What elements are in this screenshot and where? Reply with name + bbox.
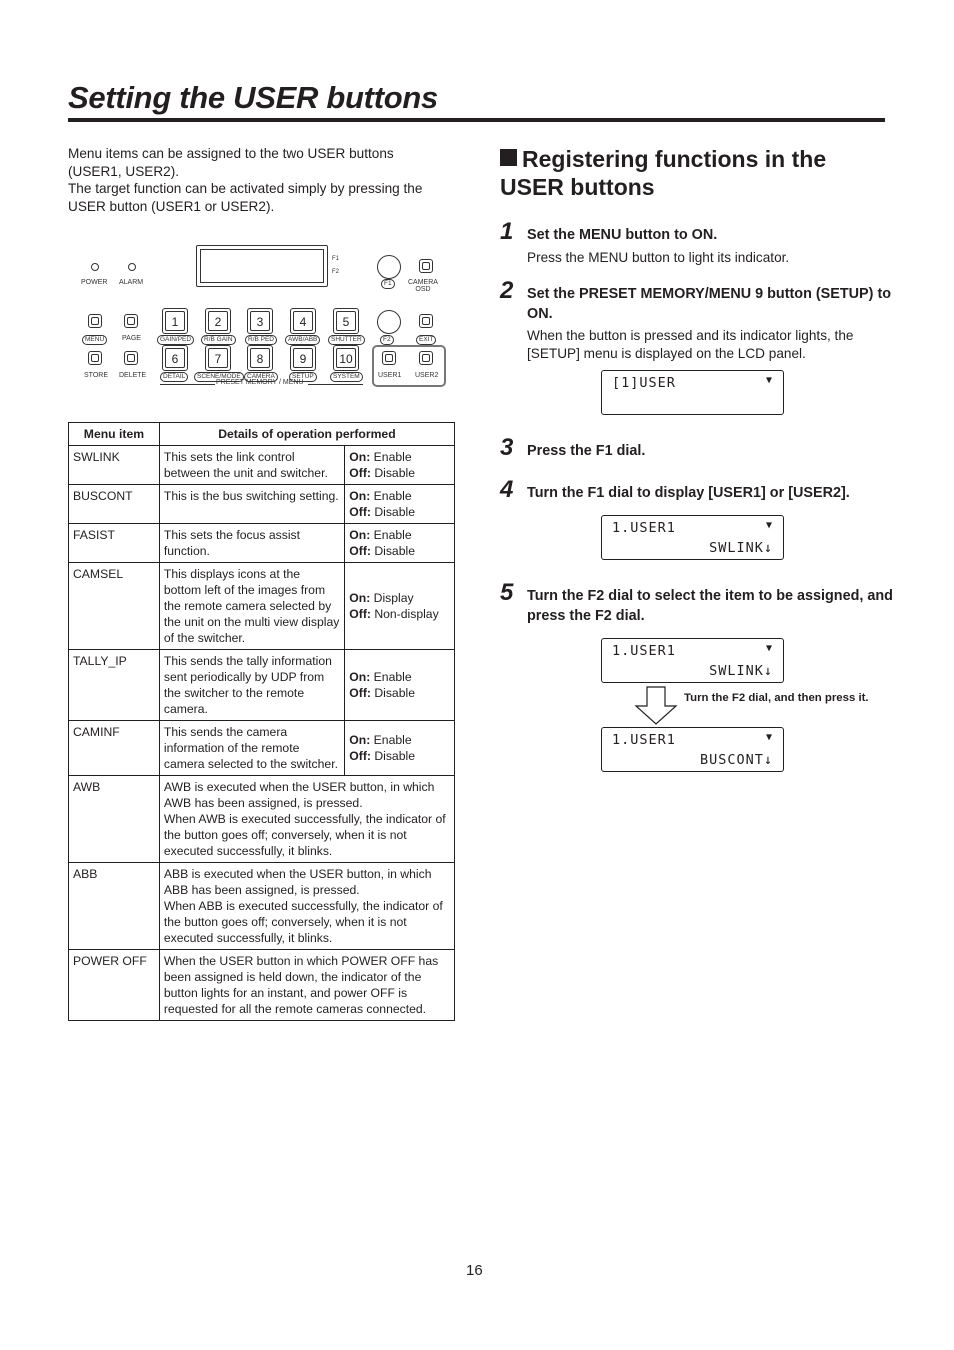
table-row bbox=[69, 863, 455, 950]
exit-label: EXIT bbox=[416, 335, 436, 345]
gain-ped-label: GAIN/PED bbox=[157, 335, 194, 345]
step-number-5: 5 bbox=[500, 579, 514, 606]
detail-cell: This sends the camera information of the remote camera selected to the switcher. bbox=[159, 721, 344, 776]
onoff-cell: On: Display Off: Non-display bbox=[345, 563, 455, 650]
lcd-display-buscont: 1.USER1 ▼ BUSCONT↓ bbox=[601, 727, 784, 772]
step-text-1: Press the MENU button to light its indicator. bbox=[527, 250, 790, 265]
shutter-label: SHUTTER bbox=[328, 335, 365, 345]
table-row bbox=[69, 446, 455, 485]
exit-button[interactable] bbox=[419, 314, 433, 328]
detail-cell: When the USER button in which POWER OFF has been assigned is held down, the indicator of the button lights for an instant, and power OFF is requested for all the remote cameras connected. bbox=[159, 950, 454, 1021]
preset-caption-rule-left bbox=[160, 384, 215, 385]
onoff-cell: On: Enable Off: Disable bbox=[345, 446, 455, 485]
lcd-f1-mark: F1 bbox=[332, 256, 340, 262]
step-title-2: Set the PRESET MEMORY/MENU 9 button (SETUP) to ON. bbox=[527, 286, 892, 322]
rb-gain-label: R/B GAIN bbox=[201, 335, 236, 345]
preset-button-9[interactable]: 9 bbox=[290, 345, 316, 371]
preset-button-7[interactable]: 7 bbox=[205, 345, 231, 371]
lcd-display-swlink: 1.USER1 ▼ SWLINK↓ bbox=[601, 638, 784, 683]
menu-item-cell: ABB bbox=[69, 863, 160, 950]
lcd-f2-mark: F2 bbox=[332, 269, 340, 275]
intro-line-3: The target function can be activated simply by pressing the bbox=[68, 181, 423, 196]
detail-cell: This is the bus switching setting. bbox=[159, 485, 344, 524]
rb-ped-label: R/B PED bbox=[245, 335, 277, 345]
power-label: POWER bbox=[81, 279, 108, 286]
square-bullet-icon bbox=[500, 149, 517, 166]
setup-label: SETUP bbox=[289, 372, 317, 382]
step-number-1: 1 bbox=[500, 218, 514, 245]
preset-button-8[interactable]: 8 bbox=[247, 345, 273, 371]
onoff-cell: On: Enable Off: Disable bbox=[345, 650, 455, 721]
detail-label: DETAIL bbox=[160, 372, 188, 382]
step-text-2: When the button is pressed and its indicator lights, the [SETUP] menu is displayed on the LCD panel. bbox=[527, 328, 854, 361]
camera-osd-button[interactable] bbox=[419, 259, 433, 273]
table-row bbox=[69, 524, 455, 563]
preset-button-3[interactable]: 3 bbox=[247, 308, 273, 334]
down-triangle-icon: ▼ bbox=[765, 643, 773, 654]
table-row bbox=[69, 776, 455, 863]
intro-line-1: Menu items can be assigned to the two USER buttons bbox=[68, 146, 394, 161]
scene-mode-label: SCENE/MODE bbox=[194, 372, 244, 382]
menu-item-cell: CAMSEL bbox=[69, 563, 160, 650]
delete-label: DELETE bbox=[119, 372, 147, 379]
detail-cell: This displays icons at the bottom left of the images from the remote camera selected by the unit on the multi view display of the switcher. bbox=[159, 563, 344, 650]
menu-button[interactable] bbox=[88, 314, 102, 328]
user2-label: USER2 bbox=[415, 372, 439, 379]
table-row bbox=[69, 485, 455, 524]
menu-label: MENU bbox=[82, 335, 107, 345]
preset-button-6[interactable]: 6 bbox=[162, 345, 188, 371]
detail-cell: This sets the link control between the unit and switcher. bbox=[159, 446, 344, 485]
preset-caption-rule-right bbox=[308, 384, 363, 385]
step-title-5: Turn the F2 dial to select the item to be assigned, and press the F2 dial. bbox=[527, 588, 893, 624]
down-triangle-icon: ▼ bbox=[765, 520, 773, 531]
table-row bbox=[69, 950, 455, 1021]
menu-item-cell: AWB bbox=[69, 776, 160, 863]
step-title-1: Set the MENU button to ON. bbox=[527, 227, 718, 243]
page-title: Setting the USER buttons bbox=[68, 80, 438, 115]
user2-button[interactable] bbox=[419, 351, 433, 365]
table-header-row bbox=[69, 423, 455, 446]
table-row bbox=[69, 563, 455, 650]
menu-item-cell: TALLY_IP bbox=[69, 650, 160, 721]
table-row bbox=[69, 650, 455, 721]
lcd-panel bbox=[196, 245, 328, 287]
store-label: STORE bbox=[84, 372, 108, 379]
user1-button[interactable] bbox=[382, 351, 396, 365]
lcd-display-user1: 1.USER1 ▼ SWLINK↓ bbox=[601, 515, 784, 560]
page-number: 16 bbox=[466, 1262, 483, 1279]
onoff-cell: On: Enable Off: Disable bbox=[345, 485, 455, 524]
f2-label: F2 bbox=[380, 335, 394, 345]
alarm-led bbox=[128, 263, 136, 271]
menu-item-cell: FASIST bbox=[69, 524, 160, 563]
menu-item-cell: SWLINK bbox=[69, 446, 160, 485]
down-triangle-icon: ▼ bbox=[765, 375, 773, 386]
preset-button-5[interactable]: 5 bbox=[333, 308, 359, 334]
title-rule bbox=[68, 118, 885, 122]
preset-caption: PRESET MEMORY / MENU bbox=[216, 379, 304, 386]
step-number-4: 4 bbox=[500, 476, 514, 503]
down-triangle-icon: ▼ bbox=[765, 732, 773, 743]
detail-cell: This sets the focus assist function. bbox=[159, 524, 344, 563]
table-row bbox=[69, 721, 455, 776]
onoff-cell: On: Enable Off: Disable bbox=[345, 721, 455, 776]
f1-label: F1 bbox=[381, 279, 395, 289]
header-menu-item: Menu item bbox=[69, 423, 160, 446]
onoff-cell: On: Enable Off: Disable bbox=[345, 524, 455, 563]
store-button[interactable] bbox=[88, 351, 102, 365]
camera-osd-label: CAMERA OSD bbox=[408, 279, 438, 293]
intro-line-2: (USER1, USER2). bbox=[68, 164, 180, 179]
lcd-display-setup: [1]USER ▼ bbox=[601, 370, 784, 415]
detail-cell: AWB is executed when the USER button, in which AWB has been assigned, is pressed. When AWB is executed successfully, the indicator of the button goes off; conversely, when it is not executed successfully, it blinks. bbox=[159, 776, 454, 863]
detail-cell: ABB is executed when the USER button, in which ABB has been assigned, is pressed. When ABB is executed successfully, the indicator of the button goes off; conversely, when it is not executed successfully, it blinks. bbox=[159, 863, 454, 950]
arrow-note: Turn the F2 dial, and then press it. bbox=[684, 692, 869, 704]
menu-item-cell: CAMINF bbox=[69, 721, 160, 776]
camera-label: CAMERA bbox=[244, 372, 278, 382]
step-title-4: Turn the F1 dial to display [USER1] or [USER2]. bbox=[527, 485, 850, 501]
awb-abb-label: AWB/ABB bbox=[285, 335, 320, 345]
section-heading: Registering functions in the USER buttons bbox=[500, 146, 827, 200]
intro-line-4: USER button (USER1 or USER2). bbox=[68, 199, 275, 214]
step-number-2: 2 bbox=[500, 277, 514, 304]
delete-button[interactable] bbox=[124, 351, 138, 365]
preset-button-1[interactable]: 1 bbox=[162, 308, 188, 334]
alarm-label: ALARM bbox=[119, 279, 144, 286]
detail-cell: This sends the tally information sent periodically by UDP from the switcher to the remote camera. bbox=[159, 650, 344, 721]
step-title-3: Press the F1 dial. bbox=[527, 443, 646, 459]
system-label: SYSTEM bbox=[330, 372, 363, 382]
f2-dial[interactable] bbox=[377, 310, 401, 334]
menu-item-cell: POWER OFF bbox=[69, 950, 160, 1021]
power-led bbox=[91, 263, 99, 271]
f1-dial[interactable] bbox=[377, 255, 401, 279]
preset-button-10[interactable]: 10 bbox=[333, 345, 359, 371]
header-details: Details of operation performed bbox=[159, 423, 454, 446]
menu-item-table bbox=[68, 422, 455, 1021]
page-label: PAGE bbox=[122, 335, 141, 342]
page-button[interactable] bbox=[124, 314, 138, 328]
step-number-3: 3 bbox=[500, 434, 514, 461]
preset-button-4[interactable]: 4 bbox=[290, 308, 316, 334]
down-arrow-icon bbox=[634, 686, 678, 726]
user1-label: USER1 bbox=[378, 372, 402, 379]
menu-item-cell: BUSCONT bbox=[69, 485, 160, 524]
control-panel-diagram bbox=[68, 238, 458, 398]
preset-button-2[interactable]: 2 bbox=[205, 308, 231, 334]
